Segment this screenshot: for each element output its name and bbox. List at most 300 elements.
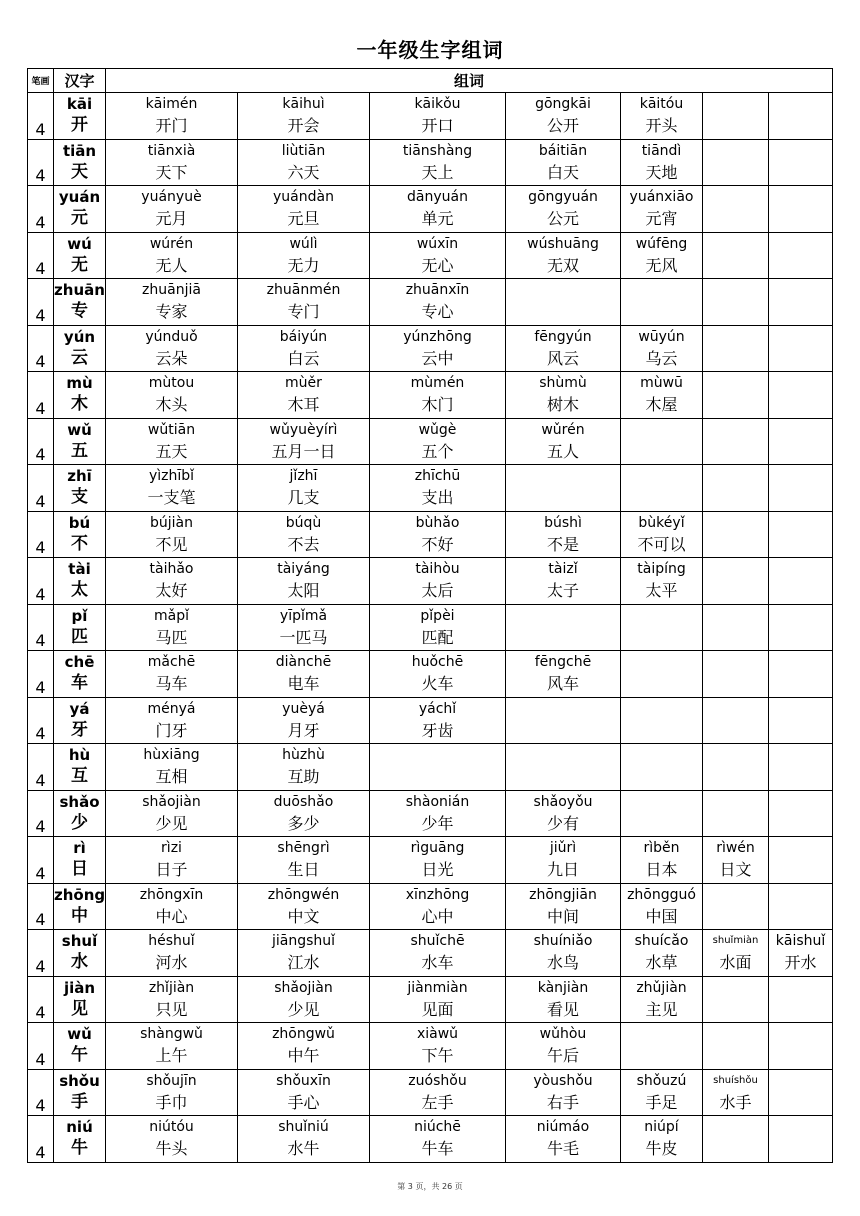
table-row xyxy=(28,976,833,1023)
word-hanzi: 水手 xyxy=(719,1092,752,1112)
word-cell xyxy=(106,1116,238,1163)
word-pinyin: yuánxiāo xyxy=(629,189,694,206)
word-pinyin: rìběn xyxy=(643,840,680,857)
word-pinyin: diànchē xyxy=(275,654,332,671)
word-pinyin: zhuānjiā xyxy=(142,282,201,299)
word-pinyin: tiāndì xyxy=(641,142,682,159)
character-pinyin: yuán xyxy=(58,188,101,207)
word-pinyin: búshì xyxy=(544,514,582,531)
character: 中 xyxy=(71,905,88,926)
word-pinyin: hùxiāng xyxy=(143,747,200,764)
character: 支 xyxy=(71,487,88,508)
character-pinyin: jiàn xyxy=(63,978,96,997)
word-cell xyxy=(106,837,238,884)
character-pinyin: shǒu xyxy=(59,1071,100,1090)
word-cell xyxy=(106,232,238,279)
word-cell xyxy=(370,325,506,372)
word-pinyin: kāihuì xyxy=(282,96,325,113)
stroke-count: 4 xyxy=(28,511,54,558)
word-hanzi: 风云 xyxy=(546,348,579,368)
word-cell xyxy=(106,1069,238,1116)
word-pinyin: wúxīn xyxy=(416,235,459,252)
stroke-count: 4 xyxy=(28,697,54,744)
character-cell xyxy=(54,837,106,884)
word-hanzi: 天地 xyxy=(645,162,678,182)
header-words: 组词 xyxy=(106,69,833,93)
word-hanzi: 元旦 xyxy=(287,209,320,229)
word-hanzi: 日光 xyxy=(421,860,454,880)
word-pinyin: rìguāng xyxy=(410,840,465,857)
word-cell xyxy=(621,186,703,233)
word-hanzi: 少年 xyxy=(421,813,454,833)
word-pinyin: wǔrén xyxy=(541,421,585,438)
word-cell xyxy=(106,1023,238,1070)
word-cell xyxy=(769,697,833,744)
word-cell xyxy=(621,744,703,791)
word-cell xyxy=(769,1069,833,1116)
table-row xyxy=(28,186,833,233)
word-cell xyxy=(106,697,238,744)
word-pinyin: zhōngguó xyxy=(627,886,696,903)
stroke-count: 4 xyxy=(28,744,54,791)
word-cell xyxy=(769,232,833,279)
word-hanzi: 九日 xyxy=(546,860,579,880)
word-pinyin: zhǐjiàn xyxy=(148,979,195,996)
word-hanzi: 日文 xyxy=(719,860,752,880)
page-footer: 第 3 页，共 26 页 xyxy=(397,1182,463,1191)
word-hanzi: 太后 xyxy=(421,581,454,601)
stroke-count: 4 xyxy=(28,279,54,326)
character-pinyin: bú xyxy=(68,513,91,532)
word-hanzi: 元宵 xyxy=(645,209,678,229)
word-cell xyxy=(506,883,621,930)
word-hanzi: 马匹 xyxy=(155,627,188,647)
word-cell xyxy=(703,511,769,558)
word-pinyin: jiāngshuǐ xyxy=(271,933,336,950)
stroke-count: 4 xyxy=(28,325,54,372)
word-hanzi: 无心 xyxy=(421,255,454,275)
word-pinyin: wúrén xyxy=(149,235,194,252)
character: 匹 xyxy=(71,626,88,647)
word-cell xyxy=(370,976,506,1023)
word-cell xyxy=(703,930,769,977)
word-cell xyxy=(703,232,769,279)
word-cell xyxy=(238,139,370,186)
word-pinyin: yúnduǒ xyxy=(145,328,198,345)
word-hanzi: 牛毛 xyxy=(546,1139,579,1159)
character-cell xyxy=(54,418,106,465)
character-cell xyxy=(54,558,106,605)
word-hanzi: 牛皮 xyxy=(645,1139,678,1159)
word-cell xyxy=(769,604,833,651)
word-hanzi: 河水 xyxy=(155,953,188,973)
word-cell xyxy=(238,651,370,698)
word-cell xyxy=(769,930,833,977)
character: 午 xyxy=(71,1045,88,1066)
word-pinyin: wúfēng xyxy=(635,235,688,252)
word-cell xyxy=(621,325,703,372)
word-cell xyxy=(238,744,370,791)
word-pinyin: yòushǒu xyxy=(533,1072,593,1089)
word-cell xyxy=(769,465,833,512)
word-pinyin: mùmén xyxy=(410,375,465,392)
table-row xyxy=(28,697,833,744)
word-cell xyxy=(238,790,370,837)
word-hanzi: 开头 xyxy=(645,116,678,136)
character-pinyin: wǔ xyxy=(67,420,92,439)
word-pinyin: zhōngwǔ xyxy=(272,1026,335,1043)
character: 水 xyxy=(71,952,88,973)
character-cell xyxy=(54,511,106,558)
word-pinyin: fēngyún xyxy=(534,328,592,345)
table-row xyxy=(28,139,833,186)
word-pinyin: yīpǐmǎ xyxy=(279,607,328,624)
word-cell xyxy=(370,1023,506,1070)
stroke-count: 4 xyxy=(28,1069,54,1116)
word-pinyin: hùzhù xyxy=(282,747,325,764)
word-hanzi: 右手 xyxy=(546,1092,579,1112)
word-hanzi: 太好 xyxy=(155,581,188,601)
word-cell xyxy=(621,465,703,512)
table-row xyxy=(28,1069,833,1116)
character-pinyin: zhōng xyxy=(54,885,106,904)
word-cell xyxy=(106,279,238,326)
character-cell xyxy=(54,93,106,140)
word-pinyin: niúchē xyxy=(414,1119,461,1136)
word-cell xyxy=(370,697,506,744)
table-row xyxy=(28,790,833,837)
word-pinyin: zhōngwén xyxy=(267,886,340,903)
word-pinyin: yúnzhōng xyxy=(403,328,472,345)
word-pinyin: shǎojiàn xyxy=(274,979,333,996)
word-pinyin: duōshǎo xyxy=(273,793,334,810)
word-cell xyxy=(506,837,621,884)
word-pinyin: tàiyáng xyxy=(277,561,330,578)
word-cell xyxy=(370,837,506,884)
word-pinyin: zhuānxīn xyxy=(405,282,470,299)
word-cell xyxy=(621,511,703,558)
word-hanzi: 云朵 xyxy=(155,348,188,368)
word-cell xyxy=(238,697,370,744)
character: 元 xyxy=(71,208,88,229)
word-cell xyxy=(506,1069,621,1116)
word-pinyin: pǐpèi xyxy=(420,607,455,624)
word-hanzi: 水鸟 xyxy=(546,953,579,973)
word-cell xyxy=(506,1023,621,1070)
word-pinyin: shǒuxīn xyxy=(276,1072,331,1089)
word-hanzi: 中文 xyxy=(287,906,320,926)
word-pinyin: wǔgè xyxy=(418,421,457,438)
character-cell xyxy=(54,232,106,279)
word-hanzi: 少有 xyxy=(546,813,579,833)
word-hanzi: 六天 xyxy=(287,162,320,182)
character-pinyin: wú xyxy=(67,234,92,253)
word-pinyin: kāishuǐ xyxy=(775,933,826,950)
word-pinyin: shǎoyǒu xyxy=(533,793,593,810)
vocabulary-table xyxy=(27,68,833,1163)
word-pinyin: tiānshàng xyxy=(402,142,473,159)
table-row xyxy=(28,232,833,279)
word-cell xyxy=(106,976,238,1023)
word-cell xyxy=(506,279,621,326)
word-hanzi: 生日 xyxy=(287,860,320,880)
stroke-count: 4 xyxy=(28,1116,54,1163)
character-cell xyxy=(54,325,106,372)
word-pinyin: bùkéyǐ xyxy=(638,514,685,531)
word-cell xyxy=(370,604,506,651)
table-row xyxy=(28,418,833,465)
word-hanzi: 白天 xyxy=(546,162,579,182)
word-pinyin: xiàwǔ xyxy=(416,1026,459,1043)
table-row xyxy=(28,325,833,372)
character-pinyin: kāi xyxy=(66,95,93,114)
word-cell xyxy=(506,697,621,744)
word-hanzi: 中国 xyxy=(645,906,678,926)
word-pinyin: dānyuán xyxy=(407,189,468,206)
word-cell xyxy=(703,883,769,930)
word-hanzi: 不见 xyxy=(155,534,188,554)
word-cell xyxy=(106,139,238,186)
stroke-count: 4 xyxy=(28,837,54,884)
word-cell xyxy=(621,790,703,837)
word-pinyin: wǔyuèyírì xyxy=(269,421,338,438)
word-pinyin: bùhǎo xyxy=(415,514,460,531)
character-pinyin: rì xyxy=(73,839,86,858)
word-pinyin: mǎpǐ xyxy=(154,607,189,624)
character: 牙 xyxy=(71,719,88,740)
word-cell xyxy=(506,325,621,372)
word-cell xyxy=(106,790,238,837)
word-cell xyxy=(506,558,621,605)
word-cell xyxy=(621,837,703,884)
word-cell xyxy=(238,1069,370,1116)
word-hanzi: 无人 xyxy=(155,255,188,275)
character-pinyin: yún xyxy=(63,327,96,346)
word-hanzi: 太平 xyxy=(645,581,678,601)
header-char: 汉字 xyxy=(54,69,106,93)
word-hanzi: 少见 xyxy=(155,813,188,833)
word-pinyin: zhīchū xyxy=(414,468,461,485)
word-hanzi: 牙齿 xyxy=(421,720,454,740)
word-cell xyxy=(106,325,238,372)
character-pinyin: wǔ xyxy=(67,1025,92,1044)
word-cell xyxy=(106,744,238,791)
word-pinyin: jiǔrì xyxy=(549,840,577,857)
word-cell xyxy=(506,1116,621,1163)
word-cell xyxy=(621,93,703,140)
word-cell xyxy=(769,976,833,1023)
word-pinyin: mùtou xyxy=(148,375,195,392)
word-hanzi: 几支 xyxy=(287,488,320,508)
word-cell xyxy=(506,976,621,1023)
word-hanzi: 少见 xyxy=(287,999,320,1019)
character: 不 xyxy=(71,533,88,554)
character-pinyin: tiān xyxy=(62,141,97,160)
word-pinyin: shuǐchē xyxy=(410,933,465,950)
word-hanzi: 多少 xyxy=(287,813,320,833)
word-cell xyxy=(703,837,769,884)
word-hanzi: 无双 xyxy=(546,255,579,275)
word-cell xyxy=(621,604,703,651)
word-hanzi: 中心 xyxy=(155,906,188,926)
character-cell xyxy=(54,1116,106,1163)
word-cell xyxy=(703,558,769,605)
word-hanzi: 专家 xyxy=(155,302,188,322)
table-body xyxy=(28,93,833,1163)
character: 见 xyxy=(71,998,88,1019)
character: 车 xyxy=(71,673,88,694)
word-pinyin: bújiàn xyxy=(150,514,193,531)
word-cell xyxy=(769,883,833,930)
word-hanzi: 门牙 xyxy=(155,720,188,740)
word-hanzi: 太子 xyxy=(546,581,579,601)
word-cell xyxy=(621,418,703,465)
word-pinyin: shàngwǔ xyxy=(140,1026,203,1043)
word-cell xyxy=(621,139,703,186)
word-hanzi: 天下 xyxy=(155,162,188,182)
word-cell xyxy=(106,93,238,140)
stroke-count: 4 xyxy=(28,1023,54,1070)
word-hanzi: 木耳 xyxy=(287,395,320,415)
word-cell xyxy=(703,790,769,837)
word-pinyin: shēngrì xyxy=(277,840,330,857)
character: 专 xyxy=(71,301,88,322)
table-row xyxy=(28,511,833,558)
table-row xyxy=(28,279,833,326)
word-cell xyxy=(506,744,621,791)
word-cell xyxy=(769,511,833,558)
word-pinyin: jiànmiàn xyxy=(407,979,468,996)
character-pinyin: hù xyxy=(68,746,91,765)
character: 少 xyxy=(71,812,88,833)
word-cell xyxy=(106,511,238,558)
stroke-count: 4 xyxy=(28,790,54,837)
word-cell xyxy=(506,372,621,419)
table-row xyxy=(28,883,833,930)
table-row xyxy=(28,837,833,884)
word-pinyin: shǎojiàn xyxy=(142,793,201,810)
character-cell xyxy=(54,883,106,930)
word-pinyin: kànjiàn xyxy=(537,979,589,996)
word-hanzi: 开口 xyxy=(421,116,454,136)
word-hanzi: 木门 xyxy=(421,395,454,415)
character-pinyin: shǎo xyxy=(59,792,100,811)
word-cell xyxy=(621,697,703,744)
word-pinyin: gōngyuán xyxy=(528,189,598,206)
word-cell xyxy=(238,279,370,326)
word-cell xyxy=(370,790,506,837)
character: 牛 xyxy=(71,1138,88,1159)
word-hanzi: 五月一日 xyxy=(271,441,336,461)
word-cell xyxy=(703,139,769,186)
word-hanzi: 无风 xyxy=(645,255,678,275)
word-cell xyxy=(370,186,506,233)
word-pinyin: tàipíng xyxy=(637,561,686,578)
word-hanzi: 牛车 xyxy=(421,1139,454,1159)
character: 手 xyxy=(71,1091,88,1112)
word-pinyin: wǔtiān xyxy=(147,421,196,438)
word-pinyin: zhōngxīn xyxy=(139,886,204,903)
character-cell xyxy=(54,930,106,977)
character-pinyin: chē xyxy=(64,653,95,672)
word-hanzi: 看见 xyxy=(546,999,579,1019)
character-pinyin: shuǐ xyxy=(61,932,98,951)
word-pinyin: tiānxià xyxy=(147,142,196,159)
character-cell xyxy=(54,465,106,512)
word-cell xyxy=(370,744,506,791)
stroke-count: 4 xyxy=(28,93,54,140)
word-hanzi: 马车 xyxy=(155,674,188,694)
character-cell xyxy=(54,697,106,744)
word-pinyin: mǎchē xyxy=(147,654,196,671)
word-cell xyxy=(769,1116,833,1163)
word-cell xyxy=(769,93,833,140)
word-hanzi: 心中 xyxy=(421,906,454,926)
stroke-count: 4 xyxy=(28,930,54,977)
word-cell xyxy=(238,976,370,1023)
word-cell xyxy=(703,976,769,1023)
word-pinyin: báitiān xyxy=(538,142,588,159)
word-cell xyxy=(106,558,238,605)
word-hanzi: 专门 xyxy=(287,302,320,322)
word-pinyin: kāitóu xyxy=(639,96,684,113)
word-cell xyxy=(106,651,238,698)
word-pinyin: niútóu xyxy=(149,1119,194,1136)
word-pinyin: yuándàn xyxy=(273,189,334,206)
character: 木 xyxy=(71,394,88,415)
word-cell xyxy=(703,697,769,744)
character-pinyin: niú xyxy=(66,1118,93,1137)
word-pinyin: xīnzhōng xyxy=(405,886,470,903)
character-cell xyxy=(54,744,106,791)
word-pinyin: wǔhòu xyxy=(539,1026,587,1043)
word-hanzi: 日本 xyxy=(645,860,678,880)
word-cell xyxy=(506,465,621,512)
word-hanzi: 手足 xyxy=(645,1092,678,1112)
word-hanzi: 主见 xyxy=(645,999,678,1019)
word-cell xyxy=(621,279,703,326)
word-cell xyxy=(370,883,506,930)
character-cell xyxy=(54,1023,106,1070)
word-cell xyxy=(238,604,370,651)
word-hanzi: 牛头 xyxy=(155,1139,188,1159)
word-cell xyxy=(106,604,238,651)
table-row xyxy=(28,744,833,791)
word-cell xyxy=(238,93,370,140)
word-cell xyxy=(506,930,621,977)
word-hanzi: 江水 xyxy=(287,953,320,973)
word-hanzi: 不可以 xyxy=(637,534,686,554)
word-pinyin: shùmù xyxy=(539,375,587,392)
word-pinyin: shuǐniú xyxy=(278,1119,329,1136)
word-pinyin: rìwén xyxy=(716,840,755,857)
word-cell xyxy=(238,511,370,558)
character-pinyin: pǐ xyxy=(71,606,88,625)
word-cell xyxy=(106,418,238,465)
word-pinyin: tàihòu xyxy=(415,561,460,578)
word-cell xyxy=(238,325,370,372)
word-hanzi: 开水 xyxy=(784,953,817,973)
character-cell xyxy=(54,186,106,233)
word-hanzi: 五人 xyxy=(546,441,579,461)
word-pinyin: zhuānmén xyxy=(266,282,341,299)
word-hanzi: 水牛 xyxy=(287,1139,320,1159)
word-pinyin: mùěr xyxy=(285,375,322,392)
word-cell xyxy=(621,1069,703,1116)
word-pinyin: wúshuāng xyxy=(527,235,599,252)
word-cell xyxy=(769,790,833,837)
word-cell xyxy=(238,837,370,884)
